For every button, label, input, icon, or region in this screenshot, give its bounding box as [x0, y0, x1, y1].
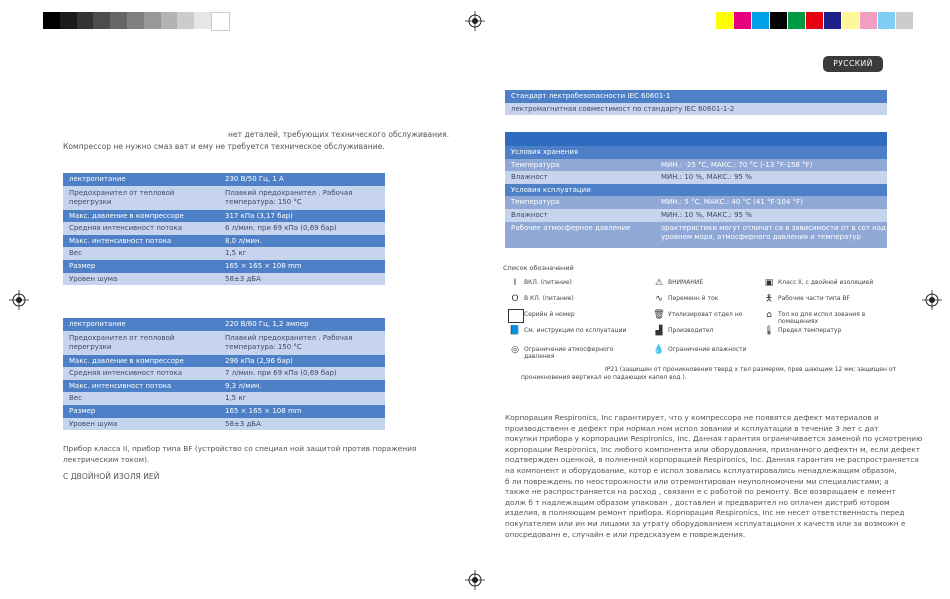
spec-label: Размер	[69, 406, 96, 415]
gray-swatch	[77, 12, 94, 29]
env-row	[505, 184, 887, 197]
spec-label: Вес	[69, 394, 82, 403]
color-swatch	[878, 12, 895, 29]
ip-note: IP21 (защищен от проникновения тверд х тел размером, прев шающим 12 мм; защищен от	[605, 366, 896, 373]
recycle-bin-icon: 🗑	[653, 310, 665, 320]
manual-icon: 📘	[509, 326, 521, 336]
spec-value: 58±3 дБА	[225, 419, 261, 428]
spec-label: Уровен шума	[69, 419, 118, 428]
env-row	[505, 146, 887, 159]
spec-label: Макс. интенсивност потока	[69, 381, 172, 390]
spec-label: Макс. давление в компрессоре	[69, 356, 184, 365]
env-value: МИН.: 5 °C, МАКС.: 40 °C (41 °F-104 °F)	[661, 198, 803, 207]
ac-icon: ∿	[655, 294, 663, 304]
spec-value: 6 л/мин. при 69 кПа (0,69 бар)	[225, 224, 337, 233]
power-off-icon: O	[511, 294, 519, 304]
symbol-label: Переменн й ток	[668, 295, 719, 302]
standard-text: лектромагнитная совместимост по стандарту IEC 60601-1-2	[511, 104, 735, 113]
spec-label: Предохранител от тепловой перегрузки	[69, 188, 175, 206]
spec-row	[63, 405, 385, 418]
temperature-limit-icon: 🌡	[763, 326, 775, 336]
spec-value: 317 кПа (3,17 бар)	[225, 211, 293, 220]
spec-label: Уровен шума	[69, 274, 118, 283]
color-swatch	[842, 12, 859, 29]
warranty-line: опосредованн е, случайн е или предсказуем е повреждения.	[505, 529, 746, 539]
spec-row	[63, 380, 385, 393]
power-on-icon: I	[513, 278, 517, 288]
warranty-paragraph	[505, 413, 923, 540]
gray-swatch	[177, 12, 194, 29]
spec-value: 1,5 кг	[225, 249, 247, 258]
spec-row	[63, 247, 385, 260]
symbol-label: ВНИМАНИЕ	[668, 279, 704, 286]
spec-table-230v	[63, 173, 385, 285]
color-swatch	[860, 12, 877, 29]
gray-swatch	[127, 12, 144, 29]
spec-row	[63, 331, 385, 355]
spec-label: Вес	[69, 249, 82, 258]
language-badge: РУССКИЙ	[823, 56, 883, 72]
spec-value: 7 л/мин. при 69 кПа (0,69 бар)	[225, 369, 337, 378]
serial-number-icon: SN	[508, 309, 524, 323]
spec-label: лектропитание	[69, 320, 126, 328]
spec-row	[63, 222, 385, 235]
gray-swatch	[110, 12, 127, 29]
spec-value: 220 В/60 Гц, 1,2 ампер	[225, 320, 309, 328]
spec-row	[63, 318, 385, 331]
warranty-line: производственн е дефект при нормал ном испол зовании и ксплуатации в течение 3 лет с дат	[505, 423, 879, 433]
env-row	[505, 222, 887, 248]
spec-row	[63, 260, 385, 273]
env-value	[655, 146, 887, 159]
warranty-line: корпорации Respironics, Inc любого компонента или оборудования, признанного дефектн м, если дефект	[505, 444, 921, 454]
spec-table-220v	[63, 318, 385, 430]
pressure-limit-icon: ◎	[511, 345, 519, 355]
gray-swatch	[43, 12, 60, 29]
gray-swatch	[60, 12, 77, 29]
double-square-icon: ▣	[764, 278, 774, 288]
warranty-line: изделия, в полняющим ремонт прибора. Корпорация Respironics, Inc не несет ответственность перед	[505, 508, 905, 518]
symbol-label: Ограничение влажности	[668, 346, 747, 353]
warning-icon: ⚠	[654, 278, 664, 288]
maintenance-text: Компрессор не нужно смаз ват и ему не требуется техническое обслуживание.	[63, 142, 385, 151]
symbol-label: Тол ко для испол зования в помещениях	[778, 311, 866, 325]
env-value: МИН.: 10 %, МАКС.: 95 %	[661, 210, 752, 219]
spec-label: Средняя интенсивност потока	[69, 369, 183, 378]
warranty-line: б ли повреждень по неосторожности или отремонтирован неуполномочени ми специалистами; а	[505, 476, 889, 486]
symbol-label: Класс II, с двойной изоляцией	[778, 279, 874, 286]
env-label: Рабочее атмосферное давление	[511, 223, 631, 232]
env-label: Влажност	[511, 210, 548, 219]
registration-mark-icon	[922, 290, 942, 310]
spec-label: Средняя интенсивност потока	[69, 224, 183, 233]
registration-mark-icon	[465, 570, 485, 590]
spec-row	[63, 418, 385, 431]
environment-table	[505, 146, 887, 248]
spec-value: 58±3 дБА	[225, 274, 261, 283]
color-swatch	[752, 12, 769, 29]
class-note: лектрическим током).	[63, 455, 150, 464]
indoor-use-icon: ⌂	[766, 310, 772, 320]
env-value: МИН.: 10 %, МАКС.: 95 %	[661, 173, 752, 182]
double-insulation-heading: С ДВОЙНОЙ ИЗОЛЯ ИЕЙ	[63, 472, 160, 481]
warranty-line: также не распространяется на расход , связанн е с работой по ремонту. Все возвращаем е лемент	[505, 487, 896, 497]
spec-label: Макс. давление в компрессоре	[69, 211, 184, 220]
color-swatch	[896, 12, 913, 29]
symbol-label: Утилизироват отдел но	[668, 311, 743, 318]
manufacturer-icon: ▟	[655, 326, 663, 336]
spec-value: 165 × 165 × 108 mm	[225, 406, 302, 415]
symbol-label: Ограничение атмосферного давления	[524, 346, 614, 360]
spec-row	[63, 210, 385, 223]
registration-mark-icon	[465, 11, 485, 31]
symbol-label: Рабочие части типа BF	[778, 295, 850, 302]
warranty-line: подтвержден оценкой, в полненной корпорацией Respironics, Inc. Данная гарантия не распространяется	[505, 455, 919, 465]
warranty-line: покупателем или ин ми лицами за утрату оборудованием ксплуатационн х качеств или за возможн е	[505, 518, 906, 528]
standard-text: Стандарт лектробезопасности IEC 60601-1	[511, 92, 671, 100]
env-label: Условия ксплуатации	[511, 185, 591, 194]
standard-row	[505, 103, 887, 116]
color-swatch	[806, 12, 823, 29]
spec-value: 1,5 кг	[225, 394, 247, 403]
spec-row	[63, 273, 385, 286]
symbol-label: ВКЛ. (питание)	[524, 279, 572, 286]
registration-mark-icon	[9, 290, 29, 310]
spec-label: Макс. интенсивност потока	[69, 236, 172, 245]
warranty-line: на компонент и оборудование, котор е испол зовались ксплуатировались ненадлежащим образом,	[505, 465, 897, 475]
spec-row	[63, 355, 385, 368]
spec-value: 230 В/50 Гц, 1 А	[225, 175, 284, 183]
symbols-title: Список обозначений	[503, 264, 574, 272]
env-label: Температура	[511, 198, 560, 207]
env-table-header-bar	[505, 132, 887, 146]
env-row	[505, 159, 887, 172]
spec-row	[63, 367, 385, 380]
spec-value: 9,3 л/мин.	[225, 381, 262, 390]
gray-swatch	[194, 12, 211, 29]
ip-note: проникновения вертикал но падающих капел вод ).	[521, 374, 687, 381]
spec-label: Предохранител от тепловой перегрузки	[69, 333, 175, 351]
env-value: арактеристики могут отличат ся в зависимости от в сот над уровнем моря, атмосферного давления и температур	[661, 223, 886, 242]
bf-part-icon: 🯅	[765, 294, 773, 304]
maintenance-text: нет деталей, требующих технического обслуживания.	[228, 130, 449, 139]
warranty-line: покупки прибора у корпорации Respironics, Inc. Данная гарантия ограничивается заменой по усмотрению	[505, 434, 923, 444]
env-row	[505, 196, 887, 209]
gray-swatch	[211, 12, 230, 31]
spec-label: Размер	[69, 261, 96, 270]
spec-row	[63, 186, 385, 210]
warranty-line: долж б т надлежащим образом упакован , доставлен и предварител но оплачен дистриб ютором	[505, 497, 890, 507]
env-value	[655, 184, 887, 197]
symbol-label: Производител	[668, 327, 714, 334]
spec-row	[63, 173, 385, 186]
env-label: Температура	[511, 160, 560, 169]
spec-value: 8,0 л/мин.	[225, 236, 262, 245]
symbol-label: Серийн й номер	[524, 311, 575, 318]
gray-swatch	[144, 12, 161, 29]
spec-value: Плавкий предохранител . Рабочая температура: 150 °C	[225, 333, 353, 351]
env-row	[505, 171, 887, 184]
gray-swatch	[93, 12, 110, 29]
color-swatch	[770, 12, 787, 29]
standards-table	[505, 90, 887, 115]
symbol-label: Предел температур	[778, 327, 842, 334]
color-swatch	[716, 12, 733, 29]
symbol-label: См. инструкции по ксплуатации	[524, 327, 627, 334]
standard-row	[505, 90, 887, 103]
spec-row	[63, 392, 385, 405]
spec-value: Плавкий предохранител . Рабочая температура: 150 °C	[225, 188, 353, 206]
color-swatch	[788, 12, 805, 29]
spec-row	[63, 235, 385, 248]
spec-label: лектропитание	[69, 175, 126, 183]
spec-value: 165 × 165 × 108 mm	[225, 261, 302, 270]
class-note: Прибор класса II, прибор типа BF (устройство со специал ной защитой против поражения	[63, 444, 417, 453]
color-swatch	[734, 12, 751, 29]
gray-swatch	[161, 12, 178, 29]
warranty-line: Корпорация Respironics, Inc гарантирует, что у компрессора не появятся дефект материалов и	[505, 413, 879, 422]
env-value: МИН.: -25 °C, МАКС.: 70 °C (-13 °F-158 °F)	[661, 160, 813, 169]
humidity-limit-icon: 💧	[653, 345, 665, 355]
symbol-label: В КЛ. (питание)	[524, 295, 574, 302]
env-label: Условия хранения	[511, 148, 579, 156]
env-label: Влажност	[511, 173, 548, 182]
spec-value: 296 кПа (2,96 бар)	[225, 356, 293, 365]
color-swatch	[824, 12, 841, 29]
env-row	[505, 209, 887, 222]
